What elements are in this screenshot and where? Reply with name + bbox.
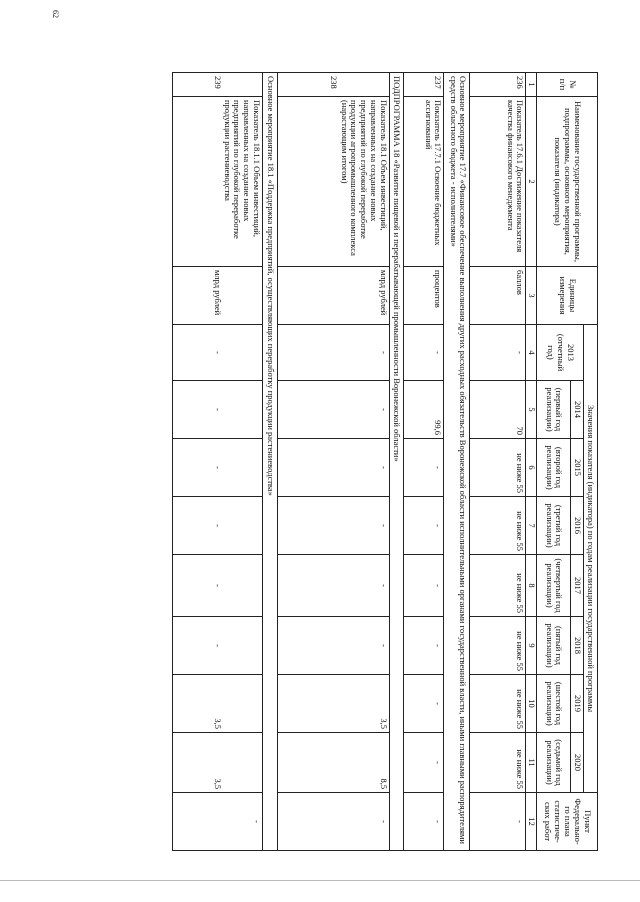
row-value: - xyxy=(277,439,389,497)
row-units: процентов xyxy=(404,267,444,325)
header-year: 2014 xyxy=(571,381,584,439)
section-row xyxy=(444,73,470,851)
row-plan: - xyxy=(470,793,526,851)
row-value: - xyxy=(277,555,389,617)
table-row xyxy=(277,73,389,851)
row-name: Показатель 17.6.1 Достижение показателя качества финансового менеджмента xyxy=(470,97,526,267)
column-number: 11 xyxy=(526,733,537,793)
row-num: 237 xyxy=(404,73,444,97)
column-number: 6 xyxy=(526,439,537,497)
row-name: Показатель 18.1 Объем инвестиций, направленных на создание новых предприятий по глубокой переработке продукции агропромышленного комплекса (нарастающим итогом) xyxy=(277,97,389,267)
header-year: 2019 xyxy=(571,675,584,733)
header-year-note: (шестой год реализации) xyxy=(537,675,571,733)
column-number-row xyxy=(526,73,537,851)
row-value: не ниже 55 xyxy=(470,439,526,497)
row-plan: - xyxy=(404,793,444,851)
row-value: - xyxy=(172,617,262,675)
column-number: 8 xyxy=(526,555,537,617)
row-units: млрд рублей xyxy=(277,267,389,325)
row-num: 236 xyxy=(470,73,526,97)
page-bottom-divider xyxy=(0,880,640,881)
row-value: 70 xyxy=(470,381,526,439)
header-units: Единицы измерения xyxy=(537,267,598,325)
header-year-cell xyxy=(537,325,584,381)
header-plan: Пункт Федерально-го плана статистиче-ских работ xyxy=(537,793,598,851)
header-year-note: (первый год реализации) xyxy=(537,381,571,439)
table-row xyxy=(404,73,444,851)
header-year-note: (третий год реализации) xyxy=(537,497,571,555)
column-number: 7 xyxy=(526,497,537,555)
row-value: - xyxy=(404,675,444,733)
row-name: Показатель 18.1.1 Объем инвестиций, направленных на создание новых предприятий по глубокой переработке продукции растениеводства xyxy=(172,97,262,267)
column-number: 10 xyxy=(526,675,537,733)
header-year-note: (четвертый год реализации) xyxy=(537,555,571,617)
header-year: 2015 xyxy=(571,439,584,497)
page-number xyxy=(51,10,80,30)
row-value: - xyxy=(404,439,444,497)
header-name: Наименование государственной программы, подпрограммы, основного мероприятия, показателя (индикатора) xyxy=(537,97,598,267)
row-value: - xyxy=(172,555,262,617)
row-value: 3,5 xyxy=(277,675,389,733)
row-value: - xyxy=(172,439,262,497)
header-year-note: (седьмой год реализации) xyxy=(537,733,571,793)
header-num: № п/п xyxy=(537,73,598,97)
row-value: - xyxy=(172,325,262,381)
header-values-group: Значения показателя (индикатора) по годам реализации государственной программы xyxy=(584,325,598,793)
row-units: баллов xyxy=(470,267,526,325)
row-num: 239 xyxy=(172,73,262,97)
column-number: 4 xyxy=(526,325,537,381)
row-value: 3,5 xyxy=(172,675,262,733)
row-value: - xyxy=(404,325,444,381)
row-value: - xyxy=(277,497,389,555)
row-num: 238 xyxy=(277,73,389,97)
row-plan: - xyxy=(172,793,262,851)
row-value: - xyxy=(277,325,389,381)
row-value: - xyxy=(404,617,444,675)
row-value: - xyxy=(277,381,389,439)
section-title: Основное мероприятие 18.1 «Поддержка предприятий, осуществляющих переработку продукции растениеводства» xyxy=(262,73,277,851)
column-number: 9 xyxy=(526,617,537,675)
table-row xyxy=(470,73,526,851)
column-number: 12 xyxy=(526,793,537,851)
section-row xyxy=(389,73,404,851)
row-value: - xyxy=(404,497,444,555)
header-year: 2016 xyxy=(571,497,584,555)
header-year: 2020 xyxy=(571,733,584,793)
column-number: 3 xyxy=(526,267,537,325)
row-plan: - xyxy=(277,793,389,851)
column-number: 5 xyxy=(526,381,537,439)
row-value: - xyxy=(404,733,444,793)
row-value: не ниже 55 xyxy=(470,675,526,733)
header-year: 2017 xyxy=(571,555,584,617)
row-value: - xyxy=(277,617,389,675)
indicator-table xyxy=(172,72,598,851)
column-number: 2 xyxy=(526,97,537,267)
row-value: 3,5 xyxy=(172,733,262,793)
row-value: - xyxy=(470,325,526,381)
header-year: 2013 xyxy=(565,344,576,361)
row-value: - xyxy=(172,497,262,555)
section-title: Основное мероприятие 17.7 «Финансовое обеспечение выполнения других расходных обязательств Воронежской области исполнительными органами государственной власти, иными главными распорядителями средств областного бюджета - исполнителями» xyxy=(444,73,470,851)
column-number: 1 xyxy=(526,73,537,97)
row-value: 8,5 xyxy=(277,733,389,793)
row-name: Показатель 17.7.1 Освоение бюджетных ассигнований xyxy=(404,97,444,267)
header-year: 2018 xyxy=(571,617,584,675)
table-row xyxy=(172,73,262,851)
row-value: не ниже 55 xyxy=(470,497,526,555)
row-value: 99,6 xyxy=(404,381,444,439)
row-value: - xyxy=(172,381,262,439)
section-row xyxy=(262,73,277,851)
row-value: не ниже 55 xyxy=(470,555,526,617)
row-units: млрд рублей xyxy=(172,267,262,325)
header-year-note: (второй год реализации) xyxy=(537,439,571,497)
header-year-note: (пятый год реализации) xyxy=(537,617,571,675)
row-value: - xyxy=(404,555,444,617)
page-number-text: 62 xyxy=(51,10,60,18)
row-value: не ниже 55 xyxy=(470,733,526,793)
row-value: не ниже 55 xyxy=(470,617,526,675)
section-title: ПОДПРОГРАММА 18 «Развитие пищевой и перерабатывающей промышленности Воронежской области» xyxy=(389,73,404,851)
header-year-note: (отчетный год) xyxy=(546,333,566,372)
indicator-table-sheet xyxy=(86,72,598,850)
